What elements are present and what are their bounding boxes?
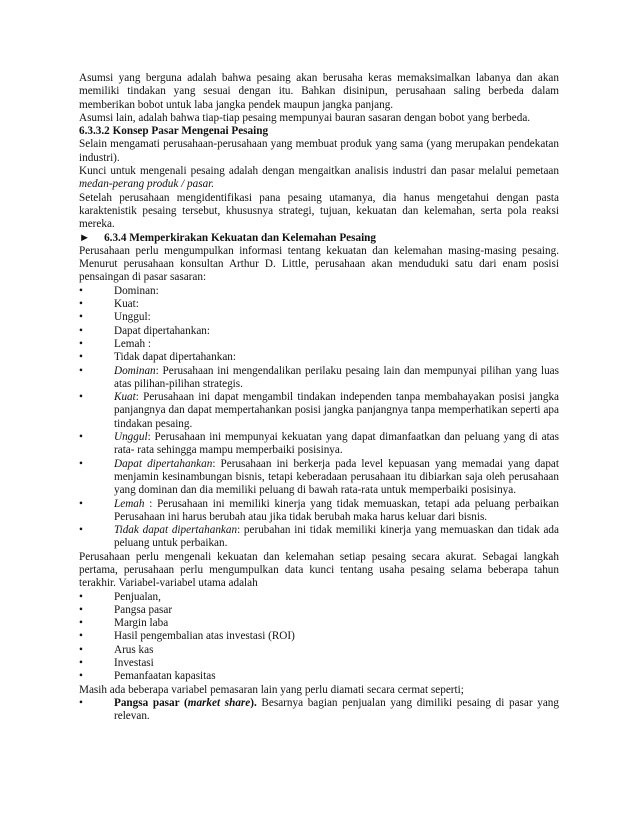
list-item-text: Pemanfaatan kapasitas: [114, 670, 216, 683]
list-item: [79, 604, 559, 617]
bullet-icon: •: [79, 298, 83, 311]
definition-term: Lemah: [114, 497, 145, 510]
list-item: [79, 644, 559, 657]
bullet-icon: •: [79, 311, 83, 324]
list-item: [79, 338, 559, 351]
paragraph-recognize-strengths: Perusahaan perlu mengenali kekuatan dan kelemahan setiap pesaing secara akurat. Sebagai langkah pertama, perusahaan perlu mengumpulkan data kunci tentang usaha pesaing selama beberapa tahun terakhir. Variabel-variabel utama adalah: [79, 550, 559, 590]
definition-text: : Perusahaan ini dapat mengambil tindakan independen tanpa membahayakan posisi jangka panjangnya dan dapat mempertahankan posisi jangka panjangnya tanpa memperhatikan seperti apa tindakan pesaing.: [114, 391, 559, 430]
market-share-term-end: ).: [250, 696, 257, 709]
bullet-icon: •: [79, 590, 83, 603]
definition-term: Dominan: [114, 364, 156, 377]
bullet-icon: •: [79, 284, 83, 297]
bullet-icon: •: [79, 524, 83, 537]
market-share-term-italic: market share: [187, 696, 251, 709]
paragraph-assumption-2: Asumsi lain, adalah bahwa tiap-tiap pesaing mempunyai bauran sasaran dengan bobot yang berbeda.: [79, 111, 531, 124]
bullet-icon: •: [79, 657, 83, 670]
list-item: [79, 365, 559, 392]
definition-term: Kuat: [114, 391, 136, 404]
list-item-text: Lemah :: [114, 337, 151, 350]
paragraph-key-recognition-text: Kunci untuk mengenali pesaing adalah dengan mengaitkan analisis industri dan pasar melalui pemetaan: [79, 165, 559, 178]
paragraph-key-recognition-italic: medan-perang produk / pasar.: [79, 178, 215, 191]
list-item-text: Kuat:: [114, 298, 139, 311]
list-item-text: Tidak dapat dipertahankan:: [114, 351, 236, 364]
list-item-text: Hasil pengembalian atas investasi (ROI): [114, 630, 295, 643]
list-item-text: Arus kas: [114, 643, 154, 656]
bullet-icon: •: [79, 391, 83, 404]
paragraph-collect-info: Perusahaan perlu mengumpulkan informasi tentang kekuatan dan kelemahan masing-masing pesaing. Menurut perusahaan konsultan Arthur D. Little, perusahaan akan menduduki satu dari enam posisi pensaingan di pasar sasaran:: [79, 244, 559, 284]
list-item: [79, 617, 559, 630]
definition-text: : Perusahaan ini berkerja pada level kepuasan yang memadai yang dapat menjamin kesinambungan bisnis, tetapi keberadaan perusahaan itu dibiarkan saja oleh perusahaan yang dominan dan dia memiliki peluang di bawah rata-rata untuk memperbaiki posisinya.: [114, 457, 559, 497]
definition-term: Dapat dipertahankan: [114, 457, 213, 470]
bullet-icon: •: [79, 603, 83, 616]
list-item-text: Unggul:: [114, 311, 151, 324]
bullet-icon: •: [79, 351, 83, 364]
list-item: [79, 670, 559, 683]
list-item: [79, 391, 559, 431]
market-share-term: Pangsa pasar (: [114, 696, 188, 709]
bullet-icon: •: [79, 696, 83, 709]
bullet-icon: •: [79, 497, 83, 510]
list-item-text: Investasi: [114, 657, 154, 670]
positions-list: [79, 285, 559, 365]
heading-konsep-pasar: 6.3.3.2 Konsep Pasar Mengenai Pesaing: [79, 125, 269, 138]
paragraph-other-variables: Masih ada beberapa variabel pemasaran lain yang perlu diamati secara cermat seperti;: [79, 683, 464, 696]
arrow-right-icon: ►: [79, 231, 91, 244]
bullet-icon: •: [79, 324, 83, 337]
bullet-icon: •: [79, 431, 83, 444]
bullet-icon: •: [79, 617, 83, 630]
list-item: [79, 630, 559, 643]
definition-text: : perubahan ini tidak memiliki kinerja yang memuaskan dan tidak ada peluang untuk perbaikan.: [114, 524, 559, 550]
heading-kekuatan-kelemahan-text: 6.3.4 Memperkirakan Kekuatan dan Kelemahan Pesaing: [104, 231, 376, 244]
definition-term: Tidak dapat dipertahankan: [114, 524, 238, 537]
list-item: [79, 325, 559, 338]
paragraph-key-recognition: [79, 165, 559, 192]
bullet-icon: •: [79, 457, 83, 470]
bullet-icon: •: [79, 630, 83, 643]
heading-kekuatan-kelemahan: [79, 232, 559, 245]
list-item-text: Penjualan,: [114, 590, 161, 603]
list-item: [79, 657, 559, 670]
bullet-icon: •: [79, 643, 83, 656]
list-item: [79, 591, 559, 604]
paragraph-industry-approach: Selain mengamati perusahaan-perusahaan yang membuat produk yang sama (yang merupakan pendekatan industri).: [79, 138, 559, 164]
list-item: [79, 311, 559, 324]
definition-text: : Perusahaan ini memiliki kinerja yang tidak memuaskan, tetapi ada peluang perbaikan Perusahaan ini harus berubah atau jika tidak berubah maka harus keluar dari bisnis.: [114, 497, 559, 523]
paragraph-assumption-1: Asumsi yang berguna adalah bahwa pesaing akan berusaha keras memaksimalkan labanya dan akan memiliki tindakan yang sesuai dengan itu. Bahkan disinipun, perusahaan saling berbeda dalam memberikan bobot untuk laba jangka pendek maupun jangka panjang.: [79, 72, 559, 111]
list-item: [79, 431, 559, 458]
definition-text: : Perusahaan ini mengendalikan perilaku pesaing lain dan mempunyai pilihan yang luas atas pilihan-pilihan strategis.: [114, 364, 559, 390]
list-item: [79, 498, 559, 525]
definition-text: : Perusahaan ini mempunyai kekuatan yang dapat dimanfaatkan dan peluang yang di atas rata- rata sehingga mampu memperbaiki posisinya.: [114, 431, 559, 457]
bullet-icon: •: [79, 364, 83, 377]
list-item-text: Dapat dipertahankan:: [114, 324, 210, 337]
list-item: [79, 298, 559, 311]
list-item: [79, 351, 559, 364]
bullet-icon: •: [79, 670, 83, 683]
bullet-icon: •: [79, 337, 83, 350]
paragraph-competitor-identification: Setelah perusahaan mengidentifikasi pana pesaing utamanya, dia hanus mengetahui dengan pasta karaktenistik pesaing tersebut, khususnya strategi, tujuan, kekuatan dan kelemahan, serta pola reaksi mereka.: [79, 191, 559, 231]
variables-list: [79, 591, 559, 684]
list-item: [79, 524, 559, 551]
market-share-text: Besarnya bagian penjualan yang dimiliki pesaing di pasar yang relevan.: [114, 696, 559, 723]
list-item: [79, 458, 559, 498]
definition-term: Unggul: [114, 431, 148, 444]
list-item: [79, 285, 559, 298]
definitions-list: [79, 365, 559, 551]
list-item-text: Margin laba: [114, 617, 169, 630]
list-item-text: Dominan:: [114, 284, 159, 297]
list-item-text: Pangsa pasar: [114, 603, 173, 616]
market-share-item: [79, 697, 559, 724]
